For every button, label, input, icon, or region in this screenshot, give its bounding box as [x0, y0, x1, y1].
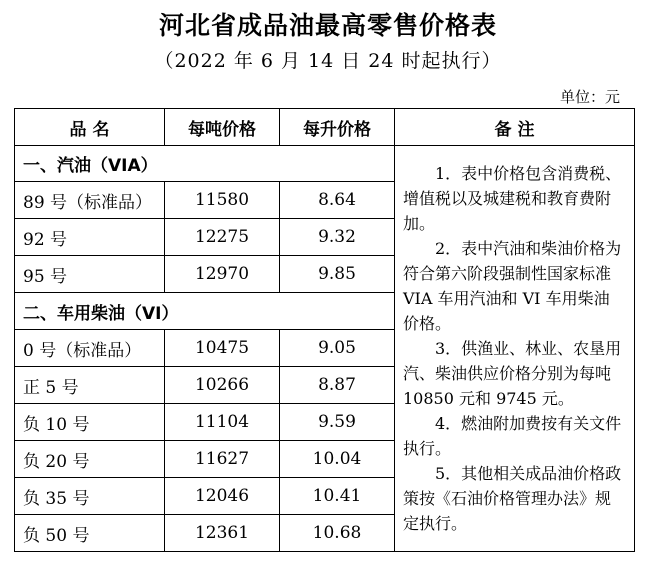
- page-subtitle: （2022 年 6 月 14 日 24 时起执行）: [154, 50, 502, 72]
- note-item: 1．表中价格包含消费税、增值税以及城建税和教育费附加。: [403, 164, 622, 233]
- product-name: 正 5 号: [15, 367, 165, 404]
- product-name: 92 号: [15, 219, 165, 256]
- header-ton-price: 每吨价格: [165, 109, 280, 146]
- header-row: [15, 109, 635, 146]
- ton-price: 10475: [165, 330, 280, 367]
- ton-price: 12361: [165, 515, 280, 552]
- section-title-gasoline: 一、汽油（VIA）: [15, 146, 395, 182]
- product-name: 负 10 号: [15, 404, 165, 441]
- unit-label: 单位：元: [559, 88, 620, 106]
- ton-price: 11580: [165, 182, 280, 219]
- product-name: 负 35 号: [15, 478, 165, 515]
- section-row-gasoline: [15, 146, 635, 182]
- product-name: 89 号（标准品）: [15, 182, 165, 219]
- liter-price: 8.87: [280, 367, 395, 404]
- product-name: 负 50 号: [15, 515, 165, 552]
- note-item: 5．其他相关成品油价格政策按《石油价格管理办法》规定执行。: [403, 464, 622, 533]
- header-name: 品 名: [15, 109, 165, 146]
- section-title-diesel: 二、车用柴油（VI）: [15, 293, 395, 330]
- liter-price: 10.41: [280, 478, 395, 515]
- product-name: 负 20 号: [15, 441, 165, 478]
- liter-price: 8.64: [280, 182, 395, 219]
- product-name: 95 号: [15, 256, 165, 293]
- page-title: 河北省成品油最高零售价格表: [158, 11, 497, 40]
- product-name: 0 号（标准品）: [15, 330, 165, 367]
- header-remarks: 备 注: [395, 109, 635, 146]
- remarks-cell: [395, 146, 635, 552]
- note-item: 4．燃油附加费按有关文件执行。: [403, 414, 622, 458]
- ton-price: 10266: [165, 367, 280, 404]
- liter-price: 9.05: [280, 330, 395, 367]
- ton-price: 11627: [165, 441, 280, 478]
- ton-price: 12970: [165, 256, 280, 293]
- ton-price: 12275: [165, 219, 280, 256]
- liter-price: 9.32: [280, 219, 395, 256]
- liter-price: 9.59: [280, 404, 395, 441]
- header-liter-price: 每升价格: [280, 109, 395, 146]
- liter-price: 10.04: [280, 441, 395, 478]
- price-table: [14, 108, 635, 552]
- note-item: 2．表中汽油和柴油价格为符合第六阶段强制性国家标准 VIA 车用汽油和 VI 车用柴油价格。: [403, 239, 622, 333]
- liter-price: 10.68: [280, 515, 395, 552]
- ton-price: 12046: [165, 478, 280, 515]
- note-item: 3．供渔业、林业、农垦用汽、柴油供应价格分别为每吨 10850 元和 9745 元。: [403, 339, 622, 408]
- ton-price: 11104: [165, 404, 280, 441]
- liter-price: 9.85: [280, 256, 395, 293]
